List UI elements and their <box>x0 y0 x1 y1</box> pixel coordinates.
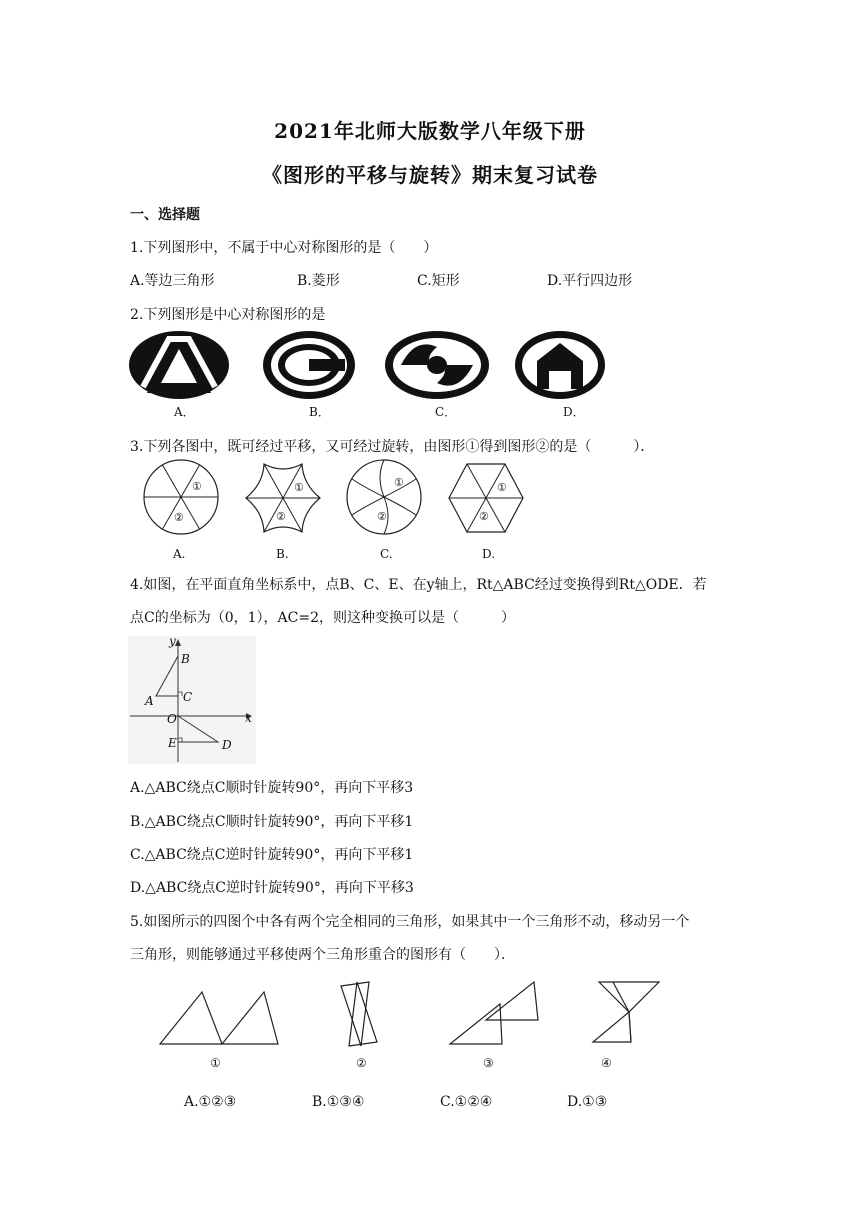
q4-label-x: x <box>245 711 252 725</box>
q2-logo-b <box>263 331 355 399</box>
q3-mark1-c: ① <box>394 476 404 489</box>
q3-mark1-a: ① <box>192 480 202 493</box>
q4-option-d: D.△ABC绕点C逆时针旋转90°，再向下平移3 <box>130 880 414 896</box>
q1-option-a: A.等边三角形 <box>130 273 215 289</box>
q2-logo-d <box>515 331 605 399</box>
q3-stem: 3.下列各图中，既可经过平移，又可经过旋转，由图形①得到图形②的是（ ）． <box>130 439 655 455</box>
q2-label-c: C． <box>435 405 457 419</box>
q4-label-b: B <box>181 652 190 666</box>
q5-figure-3 <box>450 980 540 1046</box>
q1-option-c: C.矩形 <box>417 273 460 289</box>
q5-figure-2 <box>339 980 379 1048</box>
q5-stem-line1: 5.如图所示的四图个中各有两个完全相同的三角形，如果其中一个三角形不动，移动另一个 <box>130 914 690 930</box>
q2-stem: 2.下列图形是中心对称图形的是 <box>130 307 326 323</box>
q5-stem-line2: 三角形，则能够通过平移使两个三角形重合的图形有（ ）． <box>130 947 515 963</box>
q1-stem: 1.下列图形中，不属于中心对称图形的是（ ） <box>130 240 438 256</box>
q3-figure-b <box>245 462 321 534</box>
q5-figure-1 <box>160 990 280 1046</box>
section-heading: 一、选择题 <box>130 207 200 223</box>
q3-figure-c <box>346 459 422 535</box>
q5-fig-label-2: ② <box>356 1056 367 1070</box>
q4-option-c: C.△ABC绕点C逆时针旋转90°，再向下平移1 <box>130 847 414 863</box>
q4-label-a: A <box>145 694 154 708</box>
q3-mark2-d: ② <box>479 510 489 523</box>
q3-label-b: B. <box>276 547 289 561</box>
q1-option-b: B.菱形 <box>297 273 340 289</box>
q4-label-e: E <box>168 736 177 750</box>
q4-stem-line1: 4.如图，在平面直角坐标系中，点B、C、E、在y轴上，Rt△ABC经过变换得到Rt△ODE．若 <box>130 577 707 593</box>
q2-label-a: A． <box>174 405 195 419</box>
q4-stem-line2: 点C的坐标为（0，1），AC=2，则这种变换可以是（ ） <box>130 610 515 626</box>
q5-fig-label-3: ③ <box>483 1056 494 1070</box>
q3-mark2-b: ② <box>276 510 286 523</box>
q4-label-o: O <box>167 712 177 726</box>
q4-option-a: A.△ABC绕点C顺时针旋转90°，再向下平移3 <box>130 780 414 796</box>
q3-label-c: C. <box>380 547 393 561</box>
q5-fig-label-4: ④ <box>601 1056 612 1070</box>
q3-mark2-c: ② <box>377 510 387 523</box>
q5-option-c: C.①②④ <box>440 1094 493 1110</box>
q2-label-b: B． <box>309 405 330 419</box>
q5-option-a: A.①②③ <box>184 1094 237 1110</box>
q3-mark1-d: ① <box>497 481 507 494</box>
q3-label-d: D. <box>482 547 496 561</box>
q4-label-d: D <box>222 738 232 752</box>
q1-option-d: D.平行四边形 <box>547 273 633 289</box>
q3-figure-d <box>448 462 524 534</box>
page-title-line1: 2021年北师大版数学八年级下册 <box>274 119 586 143</box>
q4-option-b: B.△ABC绕点C顺时针旋转90°，再向下平移1 <box>130 814 414 830</box>
q3-mark2-a: ② <box>174 511 184 524</box>
q3-mark1-b: ① <box>294 481 304 494</box>
q2-logo-a <box>129 331 229 399</box>
q5-option-d: D.①③ <box>567 1094 608 1110</box>
page-title-line2: 《图形的平移与旋转》期末复习试卷 <box>262 163 598 187</box>
q2-logo-c <box>385 331 489 399</box>
q3-label-a: A. <box>173 547 186 561</box>
q2-label-d: D． <box>563 405 585 419</box>
q4-label-c: C <box>183 690 193 704</box>
q5-fig-label-1: ① <box>210 1056 221 1070</box>
q4-label-y: y <box>169 634 176 648</box>
q5-figure-4 <box>591 980 661 1044</box>
q5-option-b: B.①③④ <box>312 1094 365 1110</box>
